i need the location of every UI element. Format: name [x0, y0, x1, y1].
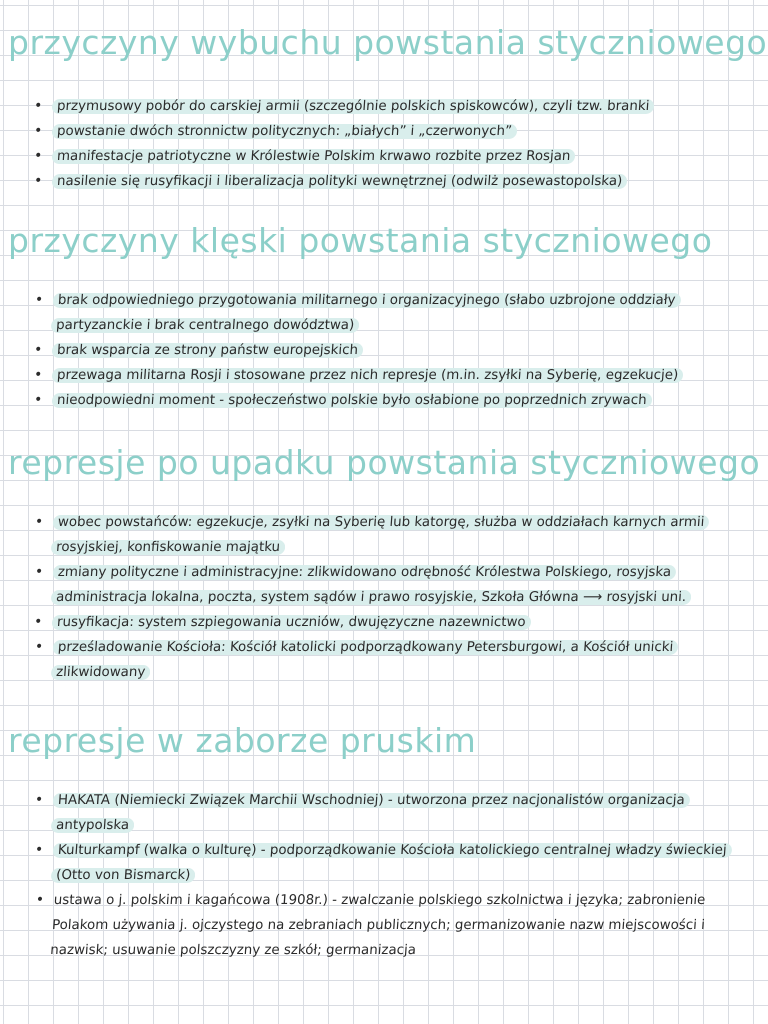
list-item: • zmiany polityczne i administracyjne: zlikwidowano odrębność Królestwa Polskiego, rosyjska administracja lokalna, poczta, system sądów i prawo rosyjskie, Szkoła Główna ⟶ rosyjski uni.	[32, 560, 750, 610]
defeat-causes-list	[34, 288, 754, 413]
list-item: • HAKATA (Niemiecki Związek Marchii Wschodniej) - utworzona przez nacjonalistów organizacja antypolska	[32, 788, 757, 838]
list-item: • prześladowanie Kościoła: Kościół katolicki podporządkowany Petersburgowi, a Kościół unicki zlikwidowany	[32, 635, 750, 685]
list-item: • wobec powstańców: egzekucje, zsyłki na Syberię lub katorgę, służba w oddziałach karnych armii rosyjskiej, konfiskowanie majątku	[32, 510, 750, 560]
list-item: • brak odpowiedniego przygotowania militarnego i organizacyjnego (słabo uzbrojone oddziały partyzanckie i brak centralnego dowództwa)	[32, 288, 755, 338]
list-item: • przewaga militarna Rosji i stosowane przez nich represje (m.in. zsyłki na Syberię, egzekucje)	[33, 363, 755, 388]
section-title-causes: przyczyny wybuchu powstania styczniowego	[8, 23, 768, 62]
section-title-defeat-causes: przyczyny klęski powstania styczniowego	[8, 221, 713, 260]
prussian-repressions-list	[34, 788, 756, 963]
list-item: • nieodpowiedni moment - społeczeństwo polskie było osłabione po poprzednich zrywach	[33, 388, 755, 413]
causes-list	[34, 94, 734, 194]
section-title-repressions: represje po upadku powstania styczniowego	[8, 443, 761, 482]
list-item: • Kulturkampf (walka o kulturę) - podporządkowanie Kościoła katolickiego centralnej władzy świeckiej (Otto von Bismarck)	[32, 838, 757, 888]
list-item: • nasilenie się rusyfikacji i liberalizacja polityki wewnętrznej (odwilż posewastopolska)	[33, 169, 735, 194]
list-item: • brak wsparcia ze strony państw europejskich	[33, 338, 755, 363]
list-item: • rusyfikacja: system szpiegowania uczniów, dwujęzyczne nazewnictwo	[33, 610, 750, 635]
section-title-prussian-repressions: represje w zaborze pruskim	[8, 721, 477, 760]
list-item: • powstanie dwóch stronnictw politycznych: „białych” i „czerwonych”	[33, 119, 735, 144]
list-item: • przymusowy pobór do carskiej armii (szczególnie polskich spiskowców), czyli tzw. branki	[33, 94, 735, 119]
list-item: • manifestacje patriotyczne w Królestwie Polskim krwawo rozbite przez Rosjan	[33, 144, 735, 169]
repressions-list	[34, 510, 749, 685]
list-item: • ustawa o j. polskim i kagańcowa (1908r.) - zwalczanie polskiego szkolnictwa i języka; zabronienie Polakom używania j. ojczystego na zebraniach publicznych; germanizowanie nazw miejscowości i nazwisk; usuwanie polszczyzny ze szkół; germanizacja	[31, 888, 758, 963]
